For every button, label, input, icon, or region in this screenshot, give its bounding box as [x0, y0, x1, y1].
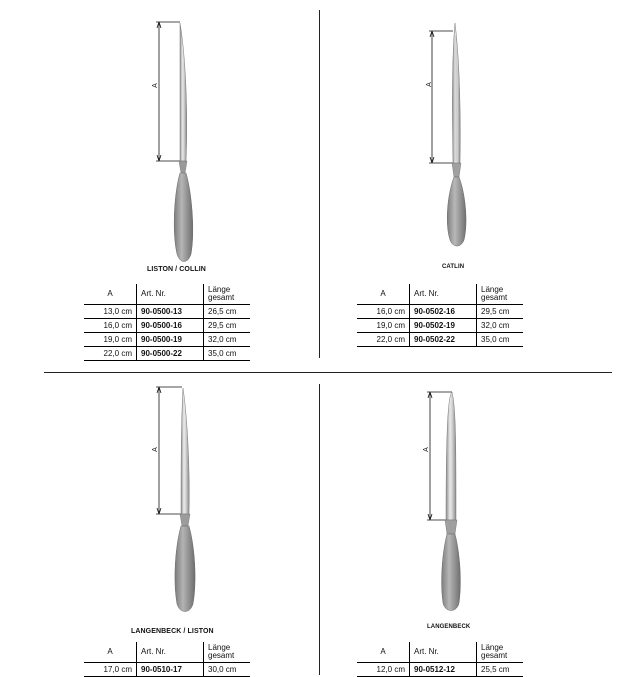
- col-header-length: [204, 284, 251, 305]
- table-row: [357, 333, 523, 347]
- dim-label-a: A: [151, 447, 159, 452]
- product-caption-liston-collin: LISTON / COLLIN: [147, 266, 206, 273]
- cell-length: 32,0 cm: [204, 333, 251, 347]
- table-row: [84, 347, 250, 361]
- col-header-art-nr: Art. Nr.: [410, 284, 477, 305]
- knife-liston-collin-image: [150, 18, 200, 268]
- col-header-length-line1: Länge: [208, 642, 231, 652]
- dimension-line-a: [156, 22, 180, 161]
- col-header-length-line2: gesamt: [481, 293, 508, 302]
- col-header-length-line2: gesamt: [481, 651, 508, 660]
- col-header-a: A: [357, 642, 410, 663]
- cell-length: 29,5 cm: [477, 305, 524, 319]
- col-header-art-nr: Art. Nr.: [410, 642, 477, 663]
- col-header-length: [477, 284, 524, 305]
- cell-length: 26,5 cm: [204, 305, 251, 319]
- table-header-row: [84, 642, 250, 663]
- bolster: [179, 161, 187, 173]
- table-row: [84, 305, 250, 319]
- cell-a: 16,0 cm: [84, 319, 137, 333]
- vertical-divider-bottom: [319, 384, 320, 675]
- col-header-art-nr: Art. Nr.: [137, 642, 204, 663]
- table-row: [84, 319, 250, 333]
- cell-a: 19,0 cm: [357, 319, 410, 333]
- cell-length: 25,5 cm: [477, 663, 524, 677]
- spec-table-liston-collin: [84, 284, 250, 361]
- col-header-length-line1: Länge: [208, 284, 231, 294]
- col-header-length-line2: gesamt: [208, 651, 235, 660]
- col-header-a: A: [357, 284, 410, 305]
- dimension-line-a: [429, 31, 453, 163]
- dimension-line-a: [156, 387, 182, 514]
- col-header-length: [204, 642, 251, 663]
- cell-length: 35,0 cm: [477, 333, 524, 347]
- col-header-length-line1: Länge: [481, 642, 504, 652]
- knife-langenbeck-liston-image: [150, 382, 200, 622]
- cell-a: 12,0 cm: [357, 663, 410, 677]
- col-header-length: [477, 642, 524, 663]
- cell-a: 22,0 cm: [84, 347, 137, 361]
- cell-a: 17,0 cm: [84, 663, 137, 677]
- product-caption-langenbeck: LANGENBECK: [427, 624, 471, 630]
- cell-length: 35,0 cm: [204, 347, 251, 361]
- bolster: [180, 514, 190, 526]
- dim-label-a: A: [422, 447, 430, 452]
- blade: [446, 392, 456, 520]
- cell-art-nr: 90-0500-22: [137, 347, 204, 361]
- blade: [180, 23, 187, 161]
- table-row: [84, 333, 250, 347]
- spec-table-langenbeck-liston: [84, 642, 250, 677]
- cell-art-nr: 90-0502-22: [410, 333, 477, 347]
- vertical-divider-top: [319, 10, 320, 358]
- knife-langenbeck-image: [412, 388, 472, 618]
- dim-label-a: A: [425, 82, 433, 87]
- cell-art-nr: 90-0502-19: [410, 319, 477, 333]
- product-caption-catlin: CATLIN: [442, 264, 465, 270]
- cell-art-nr: 90-0500-13: [137, 305, 204, 319]
- blade: [452, 23, 460, 163]
- cell-art-nr: 90-0510-17: [137, 663, 204, 677]
- handle: [442, 534, 461, 611]
- dim-label-a: A: [151, 83, 159, 88]
- cell-length: 30,0 cm: [204, 663, 251, 677]
- horizontal-divider: [44, 372, 612, 373]
- cell-art-nr: 90-0500-16: [137, 319, 204, 333]
- table-row: [357, 319, 523, 333]
- table-header-row: [84, 284, 250, 305]
- table-header-row: [357, 642, 523, 663]
- col-header-a: A: [84, 284, 137, 305]
- handle: [174, 173, 193, 262]
- bolster: [452, 163, 461, 177]
- spec-table-catlin: [357, 284, 523, 347]
- table-row: [357, 305, 523, 319]
- cell-length: 29,5 cm: [204, 319, 251, 333]
- spec-table-langenbeck: [357, 642, 523, 677]
- col-header-art-nr: Art. Nr.: [137, 284, 204, 305]
- product-caption-langenbeck-liston: LANGENBECK / LISTON: [131, 628, 214, 635]
- cell-a: 22,0 cm: [357, 333, 410, 347]
- table-header-row: [357, 284, 523, 305]
- handle: [447, 177, 466, 246]
- col-header-length-line1: Länge: [481, 284, 504, 294]
- cell-art-nr: 90-0502-16: [410, 305, 477, 319]
- cell-art-nr: 90-0500-19: [137, 333, 204, 347]
- handle: [175, 526, 195, 612]
- cell-art-nr: 90-0512-12: [410, 663, 477, 677]
- cell-a: 19,0 cm: [84, 333, 137, 347]
- cell-length: 32,0 cm: [477, 319, 524, 333]
- cell-a: 16,0 cm: [357, 305, 410, 319]
- col-header-a: A: [84, 642, 137, 663]
- bolster: [445, 520, 457, 534]
- table-row: [84, 663, 250, 677]
- col-header-length-line2: gesamt: [208, 293, 235, 302]
- knife-catlin-image: [425, 15, 475, 250]
- cell-a: 13,0 cm: [84, 305, 137, 319]
- blade: [181, 388, 189, 514]
- table-row: [357, 663, 523, 677]
